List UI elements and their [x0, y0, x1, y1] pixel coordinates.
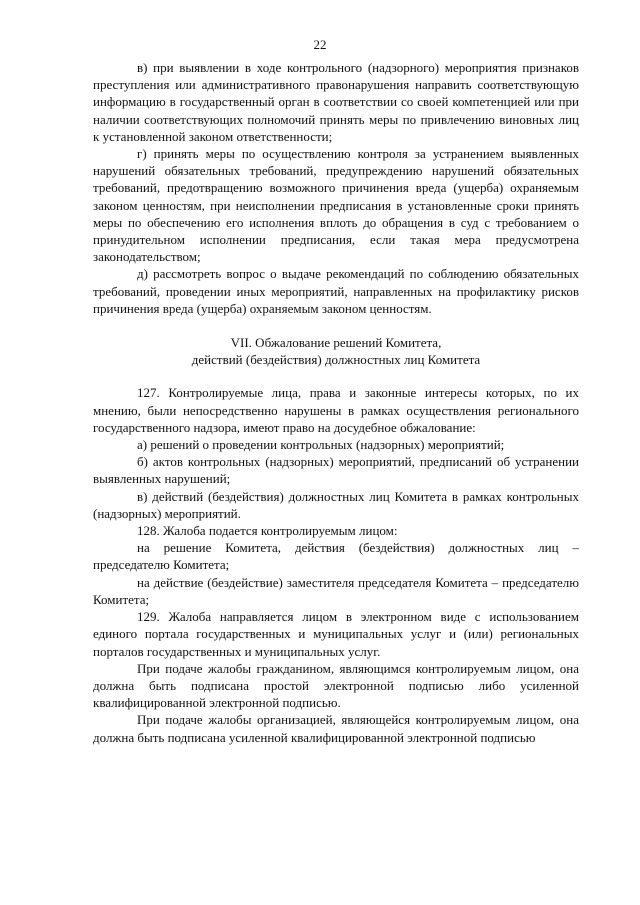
paragraph-127-v: в) действий (бездействия) должностных лиц Комитета в рамках контрольных (надзорных) мероприятий.	[93, 488, 579, 521]
paragraph-128: 128. Жалоба подается контролируемым лицом:	[137, 523, 398, 539]
paragraph-128-decision: на решение Комитета, действия (бездействия) должностных лиц – председателю Комитета;	[93, 540, 579, 573]
paragraph-127-b: б) актов контрольных (надзорных) мероприятий, предписаний об устранении выявленных нарушений;	[93, 454, 579, 487]
section-heading	[93, 334, 579, 368]
paragraph-g-control-measures: г) принять меры по осуществлению контроля за устранением выявленных нарушений обязательных требований, предупреждению нарушений обязательных требований, предотвращению возможного причинения вреда (ущерба) охраняемым законом ценностям, при неисполнении предписания в установленные сроки принять меры по обеспечению его исполнения вплоть до обращения в суд с требованием о принудительном исполнении предписания, если такая мера предусмотрена законодательством;	[93, 146, 579, 265]
paragraph-v-violation-referral: в) при выявлении в ходе контрольного (надзорного) мероприятия признаков преступления или административного правонарушения направить соответствующую информацию в государственный орган в соответствии со своей компетенцией или при наличии соответствующих полномочий принять меры по привлечению виновных лиц к установленной законом ответственности;	[93, 60, 579, 144]
section-heading-line-2: действий (бездействия) должностных лиц Комитета	[191, 352, 481, 368]
paragraph-129: 129. Жалоба направляется лицом в электронном виде с использованием единого портала государственных и муниципальных услуг и (или) региональных порталов государственных и муниципальных услуг.	[93, 609, 579, 659]
section-heading-line-1: VII. Обжалование решений Комитета,	[230, 335, 442, 351]
paragraph-129-citizen: При подаче жалобы гражданином, являющимся контролируемым лицом, она должна быть подписана простой электронной подписью либо усиленной квалифицированной электронной подписью.	[93, 660, 579, 711]
paragraph-129-organization: При подаче жалобы организацией, являющейся контролируемым лицом, она должна быть подписана усиленной квалифицированной электронной подписью	[93, 712, 579, 745]
paragraph-d-recommendations: д) рассмотреть вопрос о выдаче рекомендаций по соблюдению обязательных требований, проведении иных мероприятий, направленных на профилактику рисков причинения вреда (ущерба) охраняемым законом ценностям.	[93, 266, 579, 316]
paragraph-128-deputy: на действие (бездействие) заместителя председателя Комитета – председателю Комитета;	[93, 574, 579, 607]
paragraph-127: 127. Контролируемые лица, права и законные интересы которых, по их мнению, были непосредственно нарушены в рамках осуществления регионального государственного надзора, имеют право на досудебное обжалование:	[93, 385, 579, 435]
paragraph-127-a: а) решений о проведении контрольных (надзорных) мероприятий;	[137, 437, 505, 453]
page-number: 22	[313, 37, 327, 52]
document-body	[93, 59, 579, 746]
